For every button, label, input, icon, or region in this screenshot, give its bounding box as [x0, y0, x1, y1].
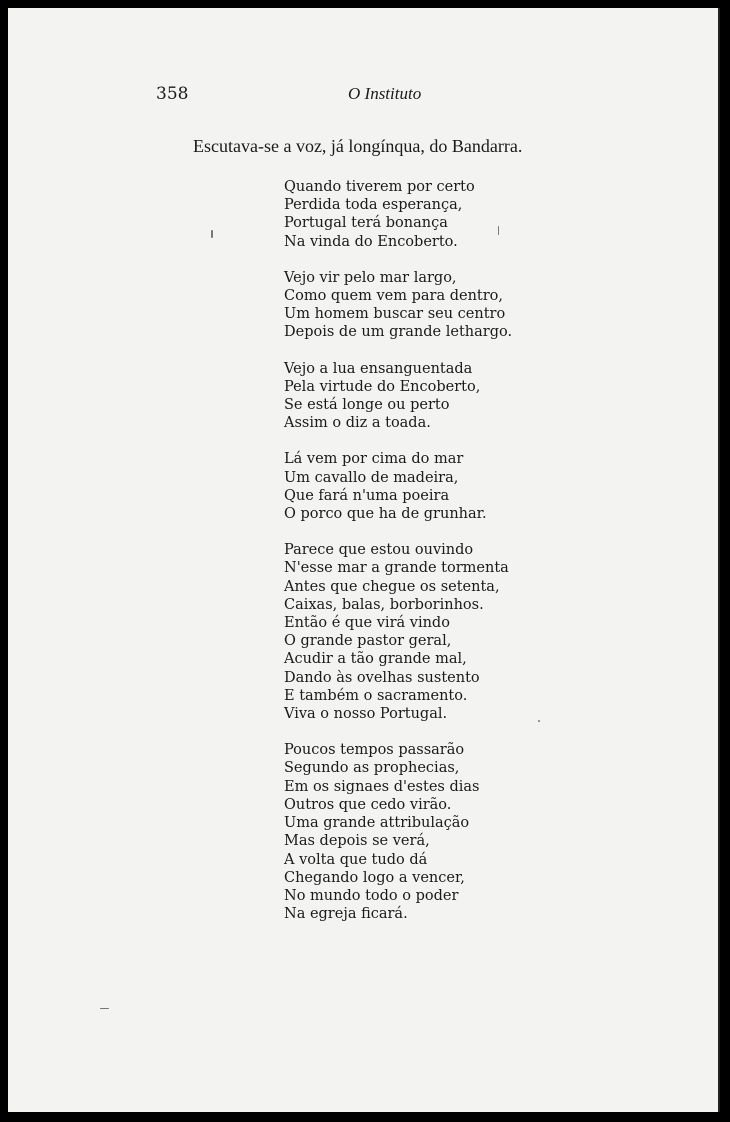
poem-line: O grande pastor geral, [284, 633, 452, 650]
poem-line: Um homem buscar seu centro [284, 306, 506, 323]
poem-line: A volta que tudo dá [284, 851, 428, 868]
poem-stanza [284, 741, 584, 923]
poem-line: Outros que cedo virão. [284, 796, 452, 813]
poem-line: E também o sacramento. [284, 687, 468, 704]
poem-line: Depois de um grande lethargo. [284, 324, 513, 341]
poem-line: Viva o nosso Portugal. [284, 706, 448, 723]
poem-line: N'esse mar a grande tormenta [284, 560, 509, 577]
poem-line: Se está longe ou perto [284, 397, 450, 414]
page-number: 358 [156, 84, 189, 104]
poem-line: Vejo a lua ensanguentada [284, 360, 473, 377]
poem-line: Parece que estou ouvindo [284, 542, 474, 559]
scan-speck [100, 1008, 109, 1009]
poem-line: Vejo vir pelo mar largo, [284, 269, 457, 286]
intro-line: Escutava-se a voz, já longínqua, do Bandarra. [193, 136, 523, 156]
poem-line: Dando às ovelhas sustento [284, 669, 480, 686]
poem-line: Acudir a tão grande mal, [284, 651, 467, 668]
poem-line: Pela virtude do Encoberto, [284, 378, 481, 395]
scan-speck [538, 720, 540, 722]
poem-line: O porco que ha de grunhar. [284, 506, 487, 523]
poem-line: Quando tiverem por certo [284, 179, 475, 195]
journal-title: O Instituto [348, 84, 422, 103]
scan-speck [211, 230, 213, 238]
poem-line: Mas depois se verá, [284, 833, 430, 850]
poem-line: Em os signaes d'estes dias [284, 778, 480, 795]
poem-line: Que fará n'uma poeira [284, 487, 450, 504]
poem-line: Como quem vem para dentro, [284, 288, 504, 305]
poem-line: Assim o diz a toada. [284, 415, 431, 432]
poem-line: Portugal terá bonança [284, 215, 448, 232]
poem-line: Poucos tempos passarão [284, 742, 465, 759]
poem-line: Perdida toda esperança, [284, 197, 463, 214]
poem-line: Caixas, balas, borborinhos. [284, 596, 484, 613]
poem-line: Antes que chegue os setenta, [284, 578, 500, 595]
poem-line: Então é que virá vindo [284, 615, 450, 632]
poem-stanza [284, 450, 584, 523]
book-page [8, 8, 720, 1112]
poem-line: Chegando logo a vencer, [284, 869, 465, 886]
poem-line: Uma grande attribulação [284, 815, 470, 832]
poem [284, 178, 584, 941]
poem-line: Segundo as prophecias, [284, 760, 460, 777]
poem-stanza [284, 178, 584, 251]
poem-stanza [284, 269, 584, 342]
poem-stanza [284, 541, 584, 723]
scan-speck [498, 226, 499, 235]
poem-line: Na egreja ficará. [284, 906, 408, 923]
poem-line: Lá vem por cima do mar [284, 451, 464, 468]
running-head [8, 84, 718, 108]
poem-line: Um cavallo de madeira, [284, 469, 459, 486]
poem-stanza [284, 360, 584, 433]
poem-line: No mundo todo o poder [284, 887, 459, 904]
poem-line: Na vinda do Encoberto. [284, 233, 458, 250]
